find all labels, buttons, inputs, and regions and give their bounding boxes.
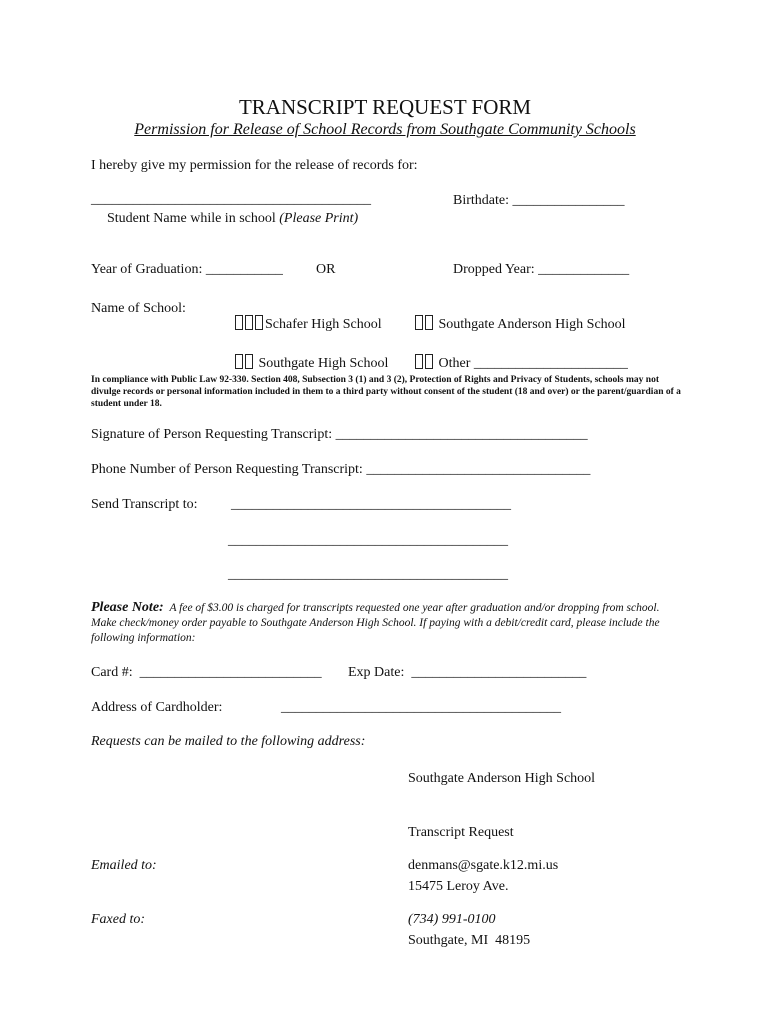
- cardholder-address-field[interactable]: ________________________________________: [281, 700, 561, 715]
- send-address-line-2[interactable]: ________________________________________: [228, 533, 508, 548]
- send-address-line-1[interactable]: ________________________________________: [231, 497, 511, 512]
- compliance-notice: In compliance with Public Law 92-330. Section 408, Subsection 3 (1) and 3 (2), Protection of Rights and Privacy of Students, schools may not divulge records or personal information included in them to a third party without consent of the student (18 and over) or the parent/guardian of a student under 18.: [91, 375, 681, 409]
- fax-value: (734) 991-0100: [408, 912, 496, 927]
- send-transcript-label: Send Transcript to:: [91, 497, 198, 512]
- school-option-schafer[interactable]: Schafer High School: [228, 299, 382, 333]
- checkbox-icon: [425, 315, 433, 330]
- school-option-southgate[interactable]: Southgate High School: [228, 338, 388, 372]
- student-name-label: Student Name while in school (Please Print): [107, 211, 359, 226]
- checkbox-icon[interactable]: [235, 315, 243, 330]
- phone-field[interactable]: Phone Number of Person Requesting Transcript: ________________________________: [91, 462, 591, 477]
- dropped-year-field[interactable]: Dropped Year: _____________: [453, 262, 630, 277]
- contact-labels: [91, 821, 157, 947]
- fax-label: Faxed to:: [91, 912, 146, 927]
- print-note: (Please Print): [279, 211, 359, 226]
- checkbox-icon[interactable]: [235, 354, 243, 369]
- send-address-line-3[interactable]: ________________________________________: [228, 567, 508, 582]
- fee-note: Please Note: A fee of $3.00 is charged for transcripts requested one year after graduation and/or dropping from school. Make check/money order payable to Southgate Anderson High School. If paying with a debit/credit card, please include the following information:: [91, 600, 660, 644]
- school-label: Name of School:: [91, 301, 186, 316]
- email-label: Emailed to:: [91, 858, 157, 873]
- checkbox-icon: [245, 354, 253, 369]
- email-value[interactable]: denmans@sgate.k12.mi.us: [408, 858, 559, 873]
- contact-values: [408, 821, 558, 947]
- school-option-other[interactable]: Other ______________________: [408, 338, 628, 372]
- checkbox-icon: [425, 354, 433, 369]
- or-label: OR: [316, 262, 336, 277]
- school-option-anderson[interactable]: Southgate Anderson High School: [408, 299, 626, 333]
- signature-field[interactable]: Signature of Person Requesting Transcript: ____________________________________: [91, 427, 588, 442]
- cardholder-address-label: Address of Cardholder:: [91, 700, 223, 715]
- checkbox-icon[interactable]: [415, 315, 423, 330]
- mailing-address: Southgate Anderson High School Transcript Request 15475 Leroy Ave. Southgate, MI 48195: [408, 771, 596, 948]
- permission-text: I hereby give my permission for the release of records for:: [91, 158, 418, 173]
- form-subtitle: Permission for Release of School Records from Southgate Community Schools: [134, 121, 636, 138]
- checkbox-icon: [255, 315, 263, 330]
- mail-address-label: Requests can be mailed to the following address:: [91, 734, 366, 749]
- exp-date-field[interactable]: Exp Date: _________________________: [348, 665, 587, 680]
- fee-note-heading: Please Note:: [91, 600, 164, 615]
- card-number-field[interactable]: Card #: __________________________: [91, 665, 322, 680]
- birthdate-field[interactable]: Birthdate: ________________: [453, 193, 625, 208]
- checkbox-icon: [245, 315, 253, 330]
- form-title: TRANSCRIPT REQUEST FORM: [238, 95, 532, 119]
- student-name-field[interactable]: ________________________________________: [91, 192, 371, 207]
- graduation-year-field[interactable]: Year of Graduation: ___________: [91, 262, 283, 277]
- checkbox-icon[interactable]: [415, 354, 423, 369]
